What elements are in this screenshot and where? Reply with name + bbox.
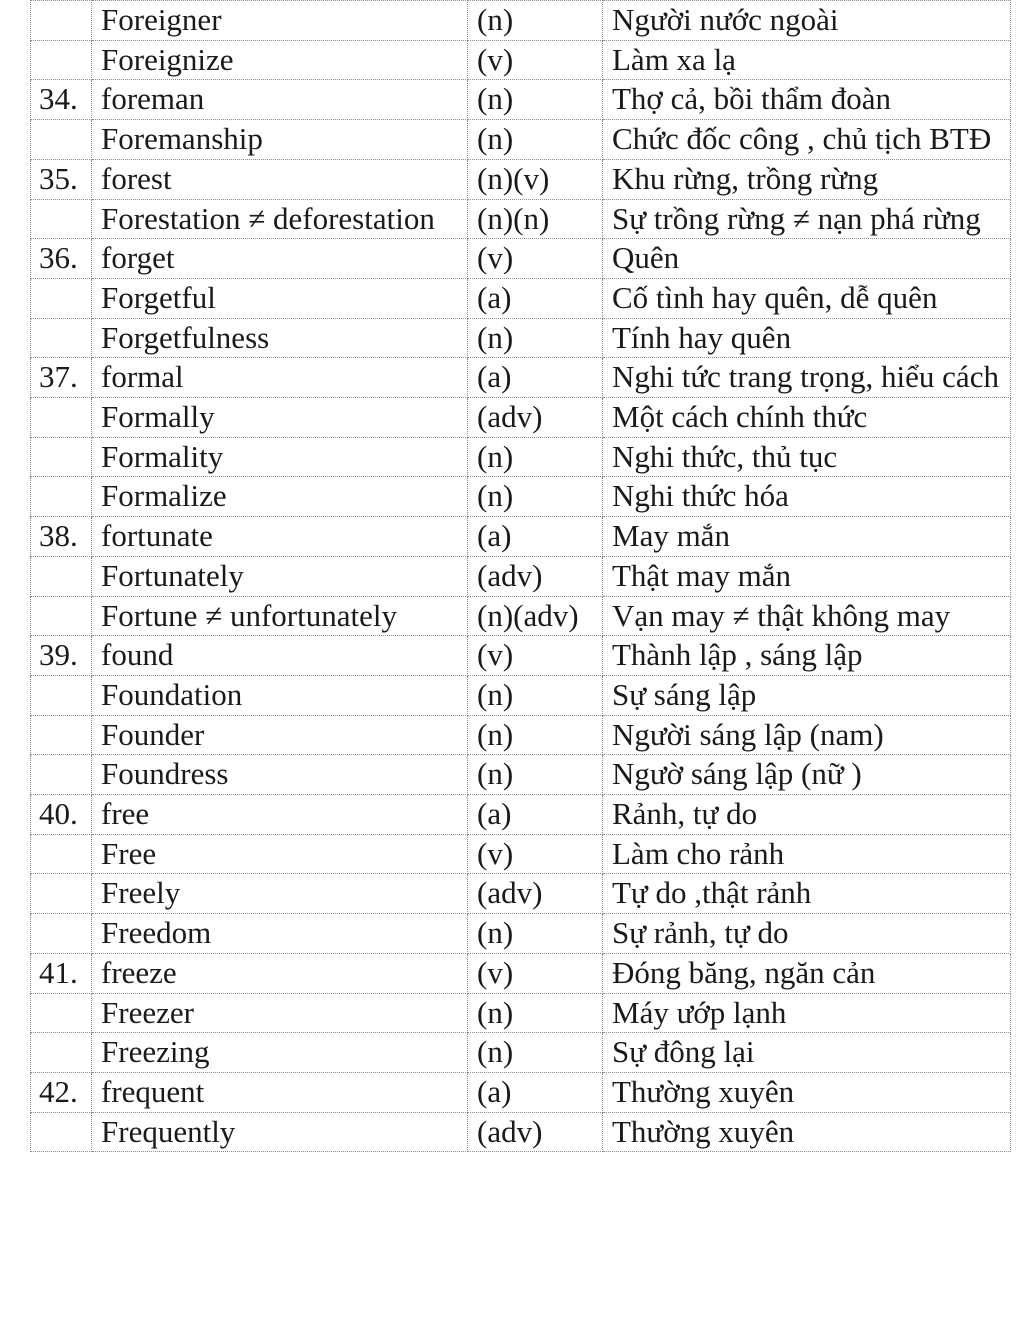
part-of-speech-cell: (n) [468, 80, 603, 120]
part-of-speech-cell: (a) [468, 517, 603, 557]
table-row [31, 953, 1011, 993]
meaning-cell: Nghi tức trang trọng, hiểu cách [603, 358, 1011, 398]
part-of-speech-cell: (a) [468, 1072, 603, 1112]
word-cell: Frequently [92, 1112, 468, 1152]
meaning-cell: Làm cho rảnh [603, 834, 1011, 874]
table-row [31, 1, 1011, 41]
meaning-cell: Thành lập , sáng lập [603, 636, 1011, 676]
entry-number-cell [31, 199, 92, 239]
table-row [31, 120, 1011, 160]
word-cell: Foundress [92, 755, 468, 795]
table-row [31, 239, 1011, 279]
word-cell: Freezing [92, 1033, 468, 1073]
meaning-cell: Người sáng lập (nam) [603, 715, 1011, 755]
vocabulary-table [30, 0, 1011, 1152]
entry-number-cell [31, 715, 92, 755]
table-row [31, 993, 1011, 1033]
table-row [31, 40, 1011, 80]
part-of-speech-cell: (a) [468, 358, 603, 398]
part-of-speech-cell: (v) [468, 40, 603, 80]
meaning-cell: Thường xuyên [603, 1112, 1011, 1152]
entry-number-cell [31, 993, 92, 1033]
entry-number-cell [31, 1112, 92, 1152]
part-of-speech-cell: (n) [468, 318, 603, 358]
word-cell: forest [92, 159, 468, 199]
meaning-cell: Thật may mắn [603, 556, 1011, 596]
meaning-cell: May mắn [603, 517, 1011, 557]
table-row [31, 556, 1011, 596]
meaning-cell: Sự rảnh, tự do [603, 914, 1011, 954]
word-cell: freeze [92, 953, 468, 993]
word-cell: frequent [92, 1072, 468, 1112]
word-cell: Foreigner [92, 1, 468, 41]
word-cell: Formality [92, 437, 468, 477]
meaning-cell: Thợ cả, bồi thẩm đoàn [603, 80, 1011, 120]
entry-number-cell [31, 1, 92, 41]
table-row [31, 596, 1011, 636]
meaning-cell: Thường xuyên [603, 1072, 1011, 1112]
word-cell: formal [92, 358, 468, 398]
meaning-cell: Tự do ,thật rảnh [603, 874, 1011, 914]
table-row [31, 278, 1011, 318]
meaning-cell: Quên [603, 239, 1011, 279]
entry-number-cell: 34. [31, 80, 92, 120]
meaning-cell: Một cách chính thức [603, 398, 1011, 438]
entry-number-cell [31, 40, 92, 80]
entry-number-cell [31, 318, 92, 358]
word-cell: Fortunately [92, 556, 468, 596]
part-of-speech-cell: (n) [468, 675, 603, 715]
part-of-speech-cell: (a) [468, 795, 603, 835]
vocabulary-table-body [31, 1, 1011, 1152]
entry-number-cell [31, 834, 92, 874]
part-of-speech-cell: (n) [468, 993, 603, 1033]
meaning-cell: Sự trồng rừng ≠ nạn phá rừng [603, 199, 1011, 239]
entry-number-cell [31, 1033, 92, 1073]
meaning-cell: Nghi thức hóa [603, 477, 1011, 517]
table-row [31, 318, 1011, 358]
word-cell: Foreignize [92, 40, 468, 80]
meaning-cell: Sự sáng lập [603, 675, 1011, 715]
word-cell: Freedom [92, 914, 468, 954]
meaning-cell: Cố tình hay quên, dễ quên [603, 278, 1011, 318]
part-of-speech-cell: (adv) [468, 556, 603, 596]
meaning-cell: Máy ướp lạnh [603, 993, 1011, 1033]
entry-number-cell [31, 556, 92, 596]
word-cell: free [92, 795, 468, 835]
table-row [31, 199, 1011, 239]
part-of-speech-cell: (adv) [468, 398, 603, 438]
entry-number-cell: 39. [31, 636, 92, 676]
entry-number-cell: 36. [31, 239, 92, 279]
part-of-speech-cell: (n)(v) [468, 159, 603, 199]
entry-number-cell: 40. [31, 795, 92, 835]
word-cell: Forgetfulness [92, 318, 468, 358]
entry-number-cell [31, 914, 92, 954]
word-cell: fortunate [92, 517, 468, 557]
part-of-speech-cell: (n) [468, 1, 603, 41]
entry-number-cell [31, 477, 92, 517]
entry-number-cell [31, 437, 92, 477]
meaning-cell: Sự đông lại [603, 1033, 1011, 1073]
entry-number-cell: 42. [31, 1072, 92, 1112]
part-of-speech-cell: (adv) [468, 1112, 603, 1152]
entry-number-cell [31, 278, 92, 318]
entry-number-cell [31, 755, 92, 795]
word-cell: Foremanship [92, 120, 468, 160]
part-of-speech-cell: (adv) [468, 874, 603, 914]
part-of-speech-cell: (n) [468, 437, 603, 477]
part-of-speech-cell: (n)(adv) [468, 596, 603, 636]
part-of-speech-cell: (n) [468, 715, 603, 755]
meaning-cell: Người nước ngoài [603, 1, 1011, 41]
table-row [31, 80, 1011, 120]
part-of-speech-cell: (v) [468, 834, 603, 874]
part-of-speech-cell: (n) [468, 477, 603, 517]
word-cell: Free [92, 834, 468, 874]
entry-number-cell [31, 596, 92, 636]
word-cell: forget [92, 239, 468, 279]
table-row [31, 914, 1011, 954]
entry-number-cell: 35. [31, 159, 92, 199]
entry-number-cell [31, 675, 92, 715]
word-cell: found [92, 636, 468, 676]
entry-number-cell: 38. [31, 517, 92, 557]
part-of-speech-cell: (n)(n) [468, 199, 603, 239]
word-cell: Fortune ≠ unfortunately [92, 596, 468, 636]
word-cell: Freezer [92, 993, 468, 1033]
word-cell: Founder [92, 715, 468, 755]
entry-number-cell: 37. [31, 358, 92, 398]
meaning-cell: Tính hay quên [603, 318, 1011, 358]
part-of-speech-cell: (v) [468, 636, 603, 676]
table-row [31, 795, 1011, 835]
table-row [31, 477, 1011, 517]
table-row [31, 1033, 1011, 1073]
table-row [31, 517, 1011, 557]
meaning-cell: Rảnh, tự do [603, 795, 1011, 835]
entry-number-cell [31, 120, 92, 160]
part-of-speech-cell: (a) [468, 278, 603, 318]
meaning-cell: Vạn may ≠ thật không may [603, 596, 1011, 636]
word-cell: Freely [92, 874, 468, 914]
part-of-speech-cell: (n) [468, 914, 603, 954]
table-row [31, 636, 1011, 676]
table-row [31, 159, 1011, 199]
word-cell: Forestation ≠ deforestation [92, 199, 468, 239]
entry-number-cell [31, 398, 92, 438]
entry-number-cell: 41. [31, 953, 92, 993]
part-of-speech-cell: (n) [468, 1033, 603, 1073]
word-cell: Forgetful [92, 278, 468, 318]
meaning-cell: Đóng băng, ngăn cản [603, 953, 1011, 993]
word-cell: Formally [92, 398, 468, 438]
table-row [31, 437, 1011, 477]
table-row [31, 715, 1011, 755]
meaning-cell: Ngườ sáng lập (nữ ) [603, 755, 1011, 795]
word-cell: Foundation [92, 675, 468, 715]
part-of-speech-cell: (n) [468, 120, 603, 160]
word-cell: foreman [92, 80, 468, 120]
table-row [31, 358, 1011, 398]
meaning-cell: Làm xa lạ [603, 40, 1011, 80]
table-row [31, 1072, 1011, 1112]
table-row [31, 398, 1011, 438]
table-row [31, 675, 1011, 715]
table-row [31, 834, 1011, 874]
part-of-speech-cell: (v) [468, 953, 603, 993]
word-cell: Formalize [92, 477, 468, 517]
part-of-speech-cell: (v) [468, 239, 603, 279]
meaning-cell: Nghi thức, thủ tục [603, 437, 1011, 477]
table-row [31, 1112, 1011, 1152]
meaning-cell: Khu rừng, trồng rừng [603, 159, 1011, 199]
part-of-speech-cell: (n) [468, 755, 603, 795]
entry-number-cell [31, 874, 92, 914]
table-row [31, 755, 1011, 795]
table-row [31, 874, 1011, 914]
meaning-cell: Chức đốc công , chủ tịch BTĐ [603, 120, 1011, 160]
